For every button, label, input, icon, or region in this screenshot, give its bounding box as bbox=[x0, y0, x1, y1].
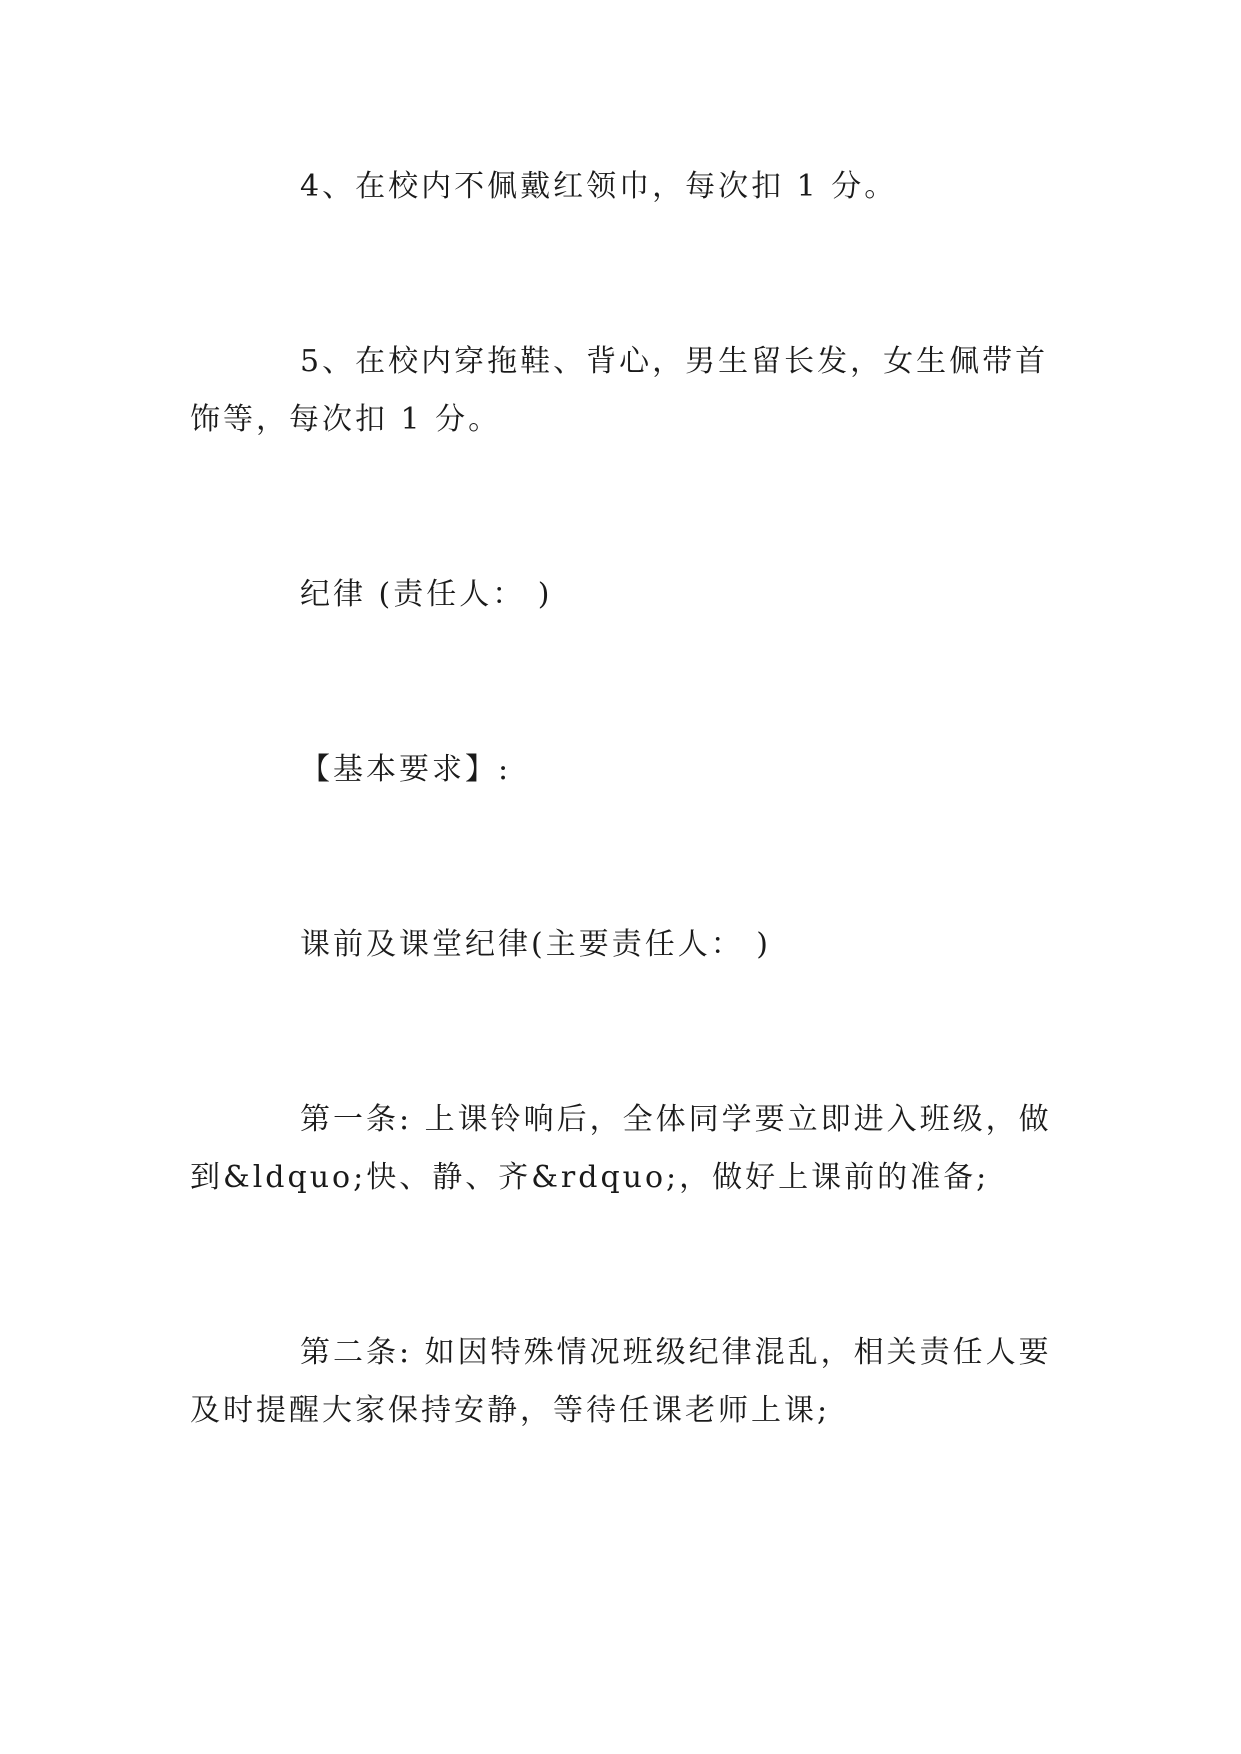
subheading-classroom-discipline: 课前及课堂纪律(主要责任人： ) bbox=[300, 927, 771, 962]
article-2: 第二条: 如因特殊情况班级纪律混乱，相关责任人要及时提醒大家保持安静，等待任课老师上课; bbox=[190, 1335, 1052, 1428]
article-1: 第一条: 上课铃响后，全体同学要立即进入班级，做到&ldquo;快、静、齐&rdquo;，做好上课前的准备; bbox=[190, 1102, 1052, 1195]
subheading-basic-requirements: 【基本要求】: bbox=[300, 752, 512, 787]
rule-item-5: 5、在校内穿拖鞋、背心，男生留长发，女生佩带首饰等，每次扣 1 分。 bbox=[190, 344, 1049, 437]
rule-item-4: 4、在校内不佩戴红领巾，每次扣 1 分。 bbox=[300, 169, 898, 204]
section-heading-discipline: 纪律 (责任人： ) bbox=[300, 577, 553, 612]
